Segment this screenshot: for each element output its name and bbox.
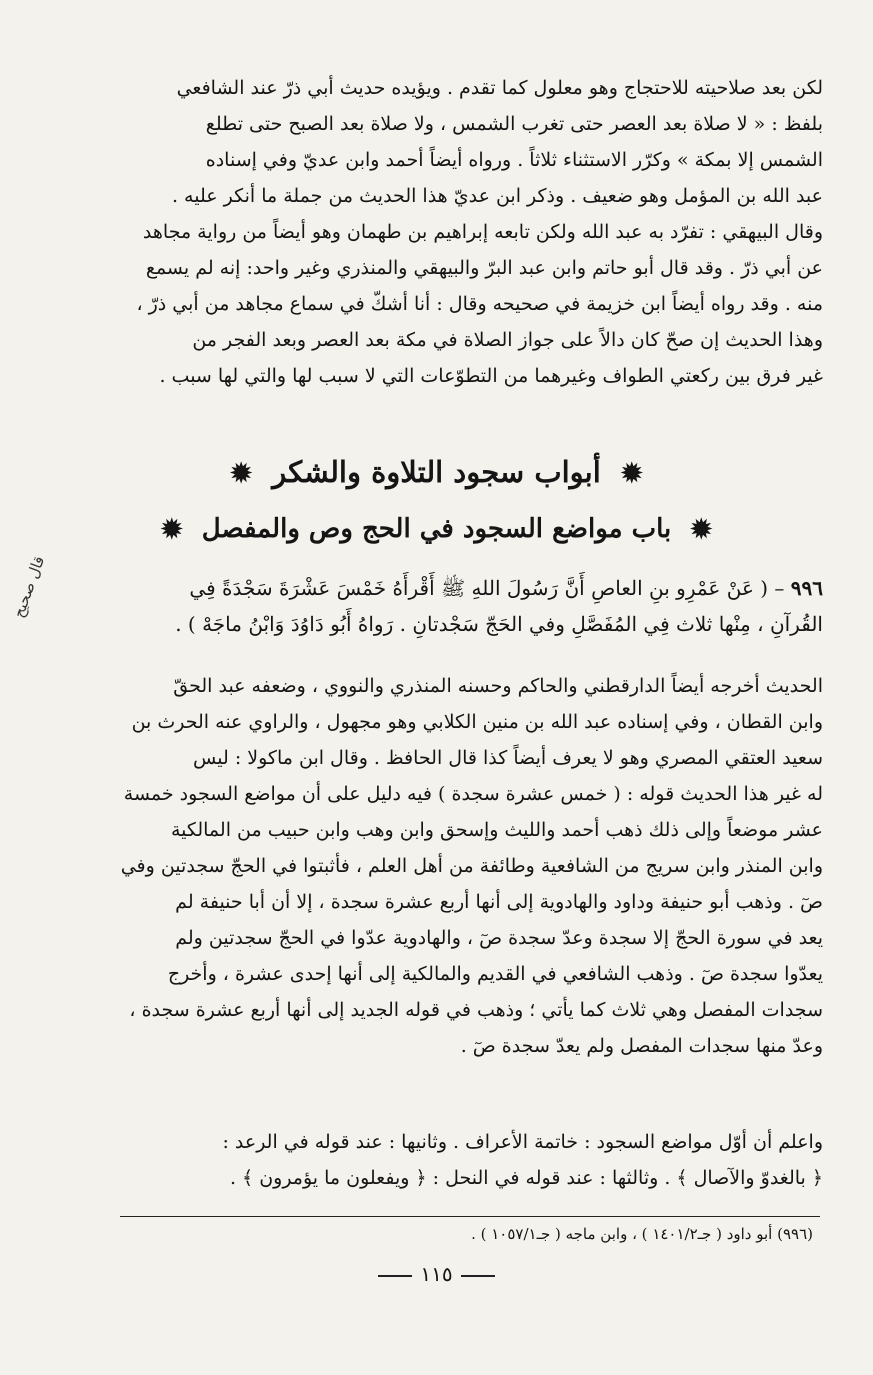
text-line: وعدّ منها سجدات المفصل ولم يعدّ سجدة صٓ . [460,1035,823,1057]
page-number-text: ١١٥ [420,1262,453,1286]
hadith-number: ٩٩٦ [790,576,823,600]
chapter-heading [0,450,873,496]
star-ornament-icon: ✹ [230,459,253,489]
text-line: عبد الله بن المؤمل وهو ضعيف . وذكر ابن عديّ هذا الحديث من جملة ما أنكر عليه . [171,185,823,207]
hadith-text [58,570,823,642]
text-line: بلفظ : « لا صلاة بعد العصر حتى تغرب الشمس ، ولا صلاة بعد الصبح حتى تطلع [205,113,823,135]
text-line: وهذا الحديث إن صحّ كان دالاً على جواز الصلاة في مكة بعد العصر وبعد الفجر من [192,329,823,351]
text-line: الشمس إلا بمكة » وكرّر الاستثناء ثلاثاً . ورواه أيضاً أحمد وابن عديّ وفي إسناده [205,149,823,171]
text-line: سعيد العتقي المصري وهو لا يعرف أيضاً كذا قال الحافظ . وقال ابن ماكولا : ليس [193,747,823,769]
hadith-line: القُرآنِ ، مِنْها ثلاث فِي المُفَصَّلِ وفي الحَجّ سَجْدتانِ . رَواهُ أَبُو دَاوُدَ وَابْنُ ماجَهْ ) . [175,612,823,636]
text-line: وابن القطان ، وفي إسناده عبد الله بن منين الكلابي وهو مجهول ، والراوي عنه الحرث بن [131,711,823,733]
text-line: سجدات المفصل وهي ثلاث كما يأتي ؛ وذهب في قوله الجديد إلى أنها أربع عشرة سجدة ، [129,999,823,1021]
footnote-divider [120,1216,820,1217]
chapter-title: أبواب سجود التلاوة والشكر [272,455,601,489]
section-title: باب مواضع السجود في الحج وص والمفصل [201,514,672,544]
text-line: لكن بعد صلاحيته للاحتجاج وهو معلول كما تقدم . ويؤيده حديث أبي ذرّ عند الشافعي [176,77,823,99]
page-number-dash [461,1275,495,1277]
star-ornament-icon: ✹ [690,515,713,545]
text-line: عشر موضعاً وإلى ذلك ذهب أحمد والليث وإسحق وابن وهب وابن حبيب من المالكية [170,819,823,841]
star-ornament-icon: ✹ [620,459,643,489]
text-line: منه . وقد رواه أيضاً ابن خزيمة في صحيحه وقال : أنا أشكّ في سماع مجاهد من أبي ذرّ ، [136,293,823,315]
text-line: غير فرق بين ركعتي الطواف وغيرهما من التطوّعات التي لا سبب لها والتي لها سبب . [159,365,823,387]
star-ornament-icon: ✹ [160,515,183,545]
text-line: وابن المنذر وابن سريج من الشافعية وطائفة من أهل العلم ، فأثبتوا في الحجّ سجدتين وفي [120,855,823,877]
hadith-line-text: – ( عَنْ عَمْرِو بنِ العاصِ أَنَّ رَسُولَ اللهِ ﷺ أَقْرأَهُ خَمْسَ عَشْرَةَ سَجْدَةً فِي [189,576,785,600]
footnote: (٩٩٦) أبو داود ( جـ١٤٠١/٢ ) ، وابن ماجه ( جـ١٠٥٧/١ ) . [471,1225,813,1243]
text-line: يعد في سورة الحجّ إلا سجدة وعدّ سجدة صٓ ، والهادوية عدّوا في الحجّ سجدتين ولم [175,927,823,949]
page-number [0,1262,873,1286]
sajda-positions-paragraph [58,1124,823,1196]
paragraph-continuation [58,70,823,394]
commentary-paragraph [58,668,823,1064]
page-number-dash [378,1275,412,1277]
text-line: وقال البيهقي : تفرّد به عبد الله ولكن تابعه إبراهيم بن طهمان وهو أيضاً من رواية مجاهد [142,221,823,243]
text-line: عن أبي ذرّ . وقد قال أبو حاتم وابن عبد البرّ والبيهقي والمنذري وغير واحد: إنه لم يسمع [145,257,823,279]
text-line: يعدّوا سجدة صٓ . وذهب الشافعي في القديم والمالكية إلى أنها إحدى عشرة ، وأخرج [167,963,823,985]
text-line: واعلم أن أوّل مواضع السجود : خاتمة الأعراف . وثانيها : عند قوله في الرعد : [222,1131,823,1153]
text-line: الحديث أخرجه أيضاً الدارقطني والحاكم وحسنه المنذري والنووي ، وضعفه عبد الحقّ [173,675,823,697]
handwritten-margin-note: قال صحيح [9,553,49,620]
section-heading [0,508,873,551]
text-line: له غير هذا الحديث قوله : ( خمس عشرة سجدة ) فيه دليل على أن مواضع السجود خمسة [123,783,823,805]
hadith-line [58,570,823,606]
text-line: صٓ . وذهب أبو حنيفة وداود والهادوية إلى أنها أربع عشرة سجدة ، إلا أن أبا حنيفة لم [175,891,823,913]
text-line: ﴿ بالغدوّ والآصال ﴾ . وثالثها : عند قوله في النحل : ﴿ ويفعلون ما يؤمرون ﴾ . [229,1167,823,1189]
